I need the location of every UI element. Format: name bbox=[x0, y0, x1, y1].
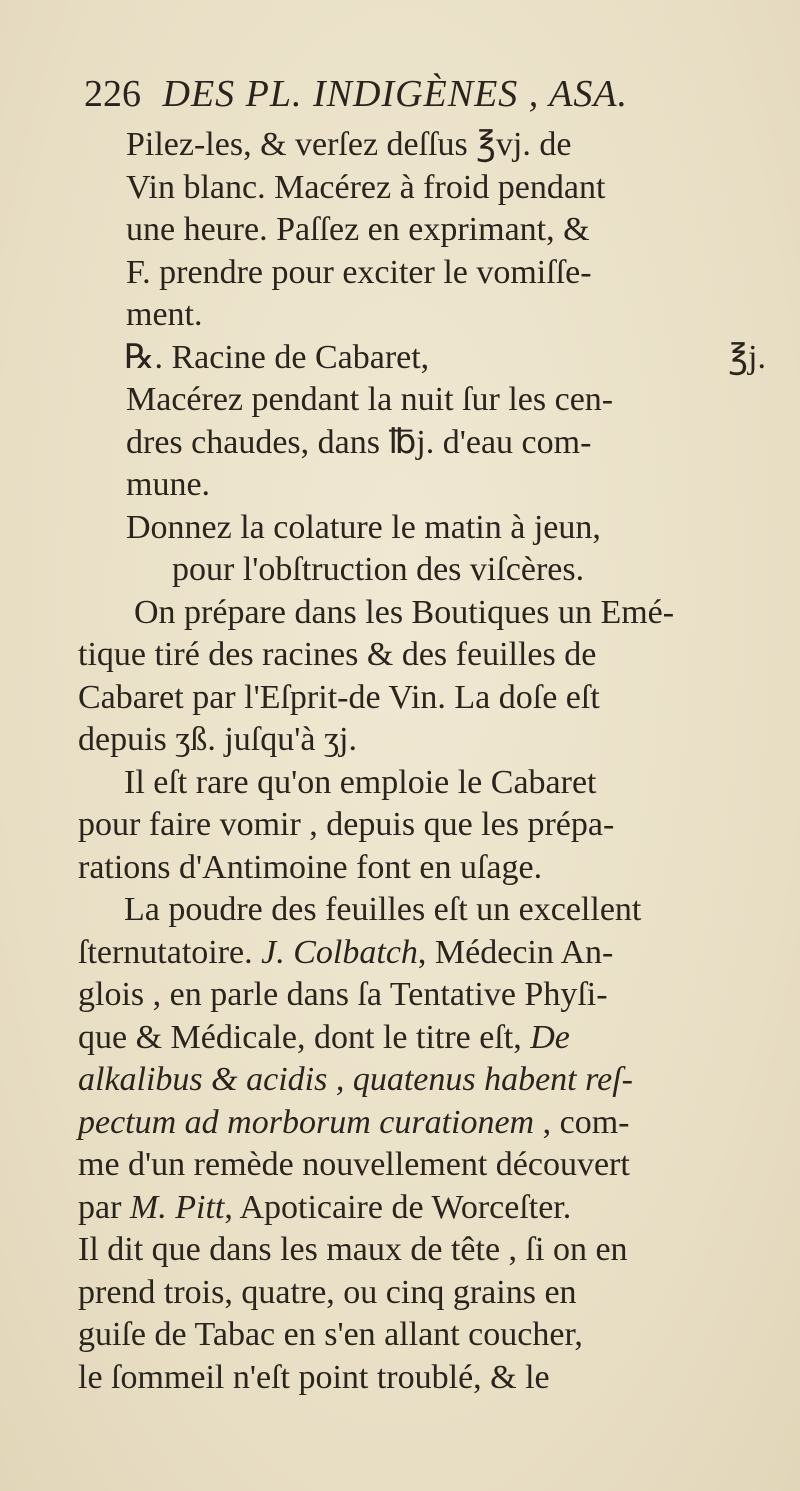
text-line: une heure. Paſſez en exprimant, & bbox=[126, 211, 590, 248]
text-line: tique tiré des racines & des feuilles de bbox=[78, 636, 597, 673]
text-line: dres chaudes, dans ℔j. d'eau com- bbox=[126, 423, 592, 461]
text-line: depuis ʒß. juſqu'à ʒj. bbox=[78, 721, 358, 758]
recipe-line bbox=[78, 337, 778, 380]
text-line: pour faire vomir , depuis que les prépa- bbox=[78, 806, 615, 843]
text-line: La poudre des feuilles eſt un excellent bbox=[124, 891, 642, 928]
text-line: Vin blanc. Macérez à froid pendant bbox=[126, 168, 606, 206]
text-segment: , com- bbox=[542, 1103, 630, 1141]
text-line bbox=[78, 1187, 778, 1230]
text-line: Il eſt rare qu'on emploie le Cabaret bbox=[124, 763, 597, 801]
page-body bbox=[78, 124, 778, 1399]
text-line: prend trois, quatre, ou cinq grains en bbox=[78, 1273, 577, 1311]
text-line: me d'un remède nouvellement découvert bbox=[78, 1146, 630, 1183]
text-line: glois , en parle dans ſa Tentative Phyſi- bbox=[78, 976, 608, 1013]
latin-title: De bbox=[530, 1018, 570, 1056]
recipe-quantity: ℥j. bbox=[728, 338, 766, 376]
text-line bbox=[78, 1102, 778, 1145]
text-line: ment. bbox=[126, 296, 203, 333]
page-header bbox=[84, 72, 784, 116]
person-name: M. Pitt bbox=[129, 1188, 225, 1226]
latin-title: pectum ad morborum curationem bbox=[78, 1103, 535, 1141]
text-line: pour l'obſtruction des viſcères. bbox=[172, 551, 585, 588]
text-line: Donnez la colature le matin à jeun, bbox=[126, 508, 601, 546]
text-line: Pilez-les, & verſez deſſus ℥vj. de bbox=[126, 126, 572, 163]
text-segment: , Apoticaire de Worceſter. bbox=[224, 1188, 572, 1226]
page-number: 226 bbox=[84, 73, 141, 115]
text-segment: que & Médicale, dont le titre eſt, bbox=[78, 1018, 522, 1056]
text-segment: , Médecin An- bbox=[417, 933, 614, 971]
text-line: mune. bbox=[126, 466, 211, 503]
text-segment: par bbox=[78, 1188, 122, 1226]
text-line: rations d'Antimoine font en uſage. bbox=[78, 848, 543, 886]
text-line bbox=[78, 932, 778, 975]
text-line bbox=[78, 1017, 778, 1060]
text-line: guiſe de Tabac en s'en allant coucher, bbox=[78, 1316, 583, 1353]
text-line: Macérez pendant la nuit ſur les cen- bbox=[126, 381, 614, 418]
text-segment: ſternutatoire. bbox=[78, 933, 253, 971]
text-line: Il dit que dans les maux de tête , ſi on en bbox=[78, 1231, 628, 1268]
text-line: Cabaret par l'Eſprit-de Vin. La doſe eſt bbox=[78, 678, 600, 716]
recipe-ingredient: ℞. Racine de Cabaret, bbox=[124, 338, 430, 376]
latin-title-line: alkalibus & acidis , quatenus habent reſ- bbox=[78, 1061, 633, 1098]
author-name: J. Colbatch bbox=[261, 933, 418, 971]
text-line: le ſommeil n'eſt point troublé, & le bbox=[78, 1358, 550, 1396]
text-line: On prépare dans les Boutiques un Emé- bbox=[134, 593, 675, 631]
running-title: DES PL. INDIGÈNES , ASA. bbox=[162, 73, 629, 115]
text-line: F. prendre pour exciter le vomiſſe- bbox=[126, 253, 592, 291]
